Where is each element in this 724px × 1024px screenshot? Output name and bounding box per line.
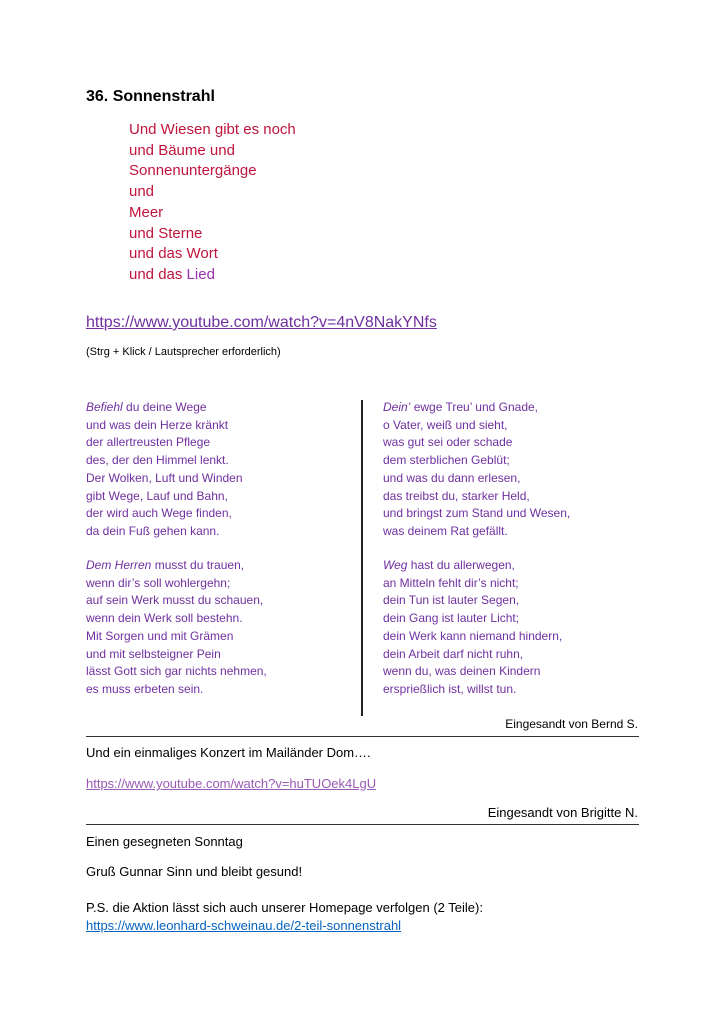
stanza-first-line — [86, 557, 267, 575]
horizontal-rule — [86, 824, 639, 825]
intro-poem — [129, 120, 296, 286]
stanza-line: und was dein Herze kränkt — [86, 417, 229, 432]
video-hint: (Strg + Klick / Lautsprecher erforderlich) — [86, 346, 281, 358]
youtube-link-2[interactable]: https://www.youtube.com/watch?v=huTUOek4LgU — [86, 776, 377, 791]
stanza-line: dem sterblichen Geblüt; — [383, 453, 510, 468]
hymn-stanza-2 — [86, 557, 267, 699]
stanza-line: das treibst du, starker Held, — [383, 488, 530, 503]
stanza-line: wenn dir’s soll wohlergehn; — [86, 575, 231, 590]
stanza-line: Der Wolken, Luft und Winden — [86, 470, 243, 485]
stanza-line: der allertreusten Pflege — [86, 435, 211, 450]
credit-brigitte: Eingesandt von Brigitte N. — [487, 805, 638, 820]
stanza-line: der wird auch Wege finden, — [86, 506, 232, 521]
stanza-line: und mit selbsteigner Pein — [86, 646, 221, 661]
poem-line: und Bäume und — [129, 141, 235, 159]
stanza-line: dein Werk kann niemand hindern, — [383, 628, 563, 643]
column-divider — [361, 400, 363, 716]
stanza-line: es muss erbeten sein. — [86, 681, 204, 696]
poem-last-word: Lied — [186, 265, 215, 283]
poem-line: Sonnenuntergänge — [129, 162, 257, 180]
stanza-first-word: Dein’ — [383, 400, 411, 414]
credit-bernd: Eingesandt von Bernd S. — [505, 717, 638, 731]
stanza-line: dein Tun ist lauter Segen, — [383, 593, 520, 608]
poem-line: und — [129, 183, 155, 201]
stanza-first-rest: ewge Treu’ und Gnade, — [410, 400, 538, 414]
stanza-line: und was du dann erlesen, — [383, 470, 521, 485]
stanza-first-word: Dem Herren — [86, 558, 152, 572]
hymn-stanza-3 — [383, 399, 570, 541]
stanza-line: wenn du, was deinen Kindern — [383, 664, 541, 679]
stanza-line: und bringst zum Stand und Wesen, — [383, 506, 571, 521]
youtube-link-1[interactable]: https://www.youtube.com/watch?v=4nV8NakYNfs — [86, 314, 437, 331]
poem-line: und das Wort — [129, 245, 218, 263]
stanza-line: an Mitteln fehlt dir’s nicht; — [383, 575, 519, 590]
stanza-first-word: Weg — [383, 558, 408, 572]
hymn-stanza-1 — [86, 399, 243, 541]
stanza-line: dein Arbeit darf nicht ruhn, — [383, 646, 524, 661]
concert-text: Und ein einmaliges Konzert im Mailänder Dom…. — [86, 745, 371, 760]
ps-text: P.S. die Aktion lässt sich auch unserer Homepage verfolgen (2 Teile): — [86, 900, 483, 915]
stanza-first-line — [86, 399, 243, 417]
poem-line: Und Wiesen gibt es noch — [129, 121, 296, 138]
poem-line: und Sterne — [129, 224, 203, 242]
stanza-line: auf sein Werk musst du schauen, — [86, 593, 264, 608]
poem-last-line-prefix: und das — [129, 265, 187, 283]
homepage-link[interactable]: https://www.leonhard-schweinau.de/2-teil-sonnenstrahl — [86, 918, 402, 933]
stanza-line: gibt Wege, Lauf und Bahn, — [86, 488, 228, 503]
stanza-first-rest: du deine Wege — [122, 400, 207, 414]
stanza-line: was gut sei oder schade — [383, 435, 513, 450]
stanza-line: da dein Fuß gehen kann. — [86, 523, 220, 538]
stanza-first-rest: musst du trauen, — [151, 558, 245, 572]
poem-last-line — [129, 265, 296, 286]
poem-line: Meer — [129, 203, 164, 221]
stanza-first-rest: hast du allerwegen, — [407, 558, 515, 572]
stanza-line: wenn dein Werk soll bestehn. — [86, 611, 243, 626]
hymn-stanza-4 — [383, 557, 562, 699]
stanza-first-line — [383, 399, 570, 417]
horizontal-rule — [86, 736, 639, 737]
stanza-line: ersprießlich ist, willst tun. — [383, 681, 517, 696]
stanza-line: Mit Sorgen und mit Grämen — [86, 628, 234, 643]
stanza-line: was deinem Rat gefällt. — [383, 523, 508, 538]
stanza-line: des, der den Himmel lenkt. — [86, 453, 229, 468]
greeting-text: Einen gesegneten Sonntag — [86, 834, 243, 849]
stanza-first-line — [383, 557, 562, 575]
signature-text: Gruß Gunnar Sinn und bleibt gesund! — [86, 864, 303, 879]
page-title: 36. Sonnenstrahl — [86, 88, 215, 105]
stanza-line: dein Gang ist lauter Licht; — [383, 611, 520, 626]
stanza-first-word: Befiehl — [86, 400, 123, 414]
stanza-line: o Vater, weiß und sieht, — [383, 417, 508, 432]
stanza-line: lässt Gott sich gar nichts nehmen, — [86, 664, 267, 679]
